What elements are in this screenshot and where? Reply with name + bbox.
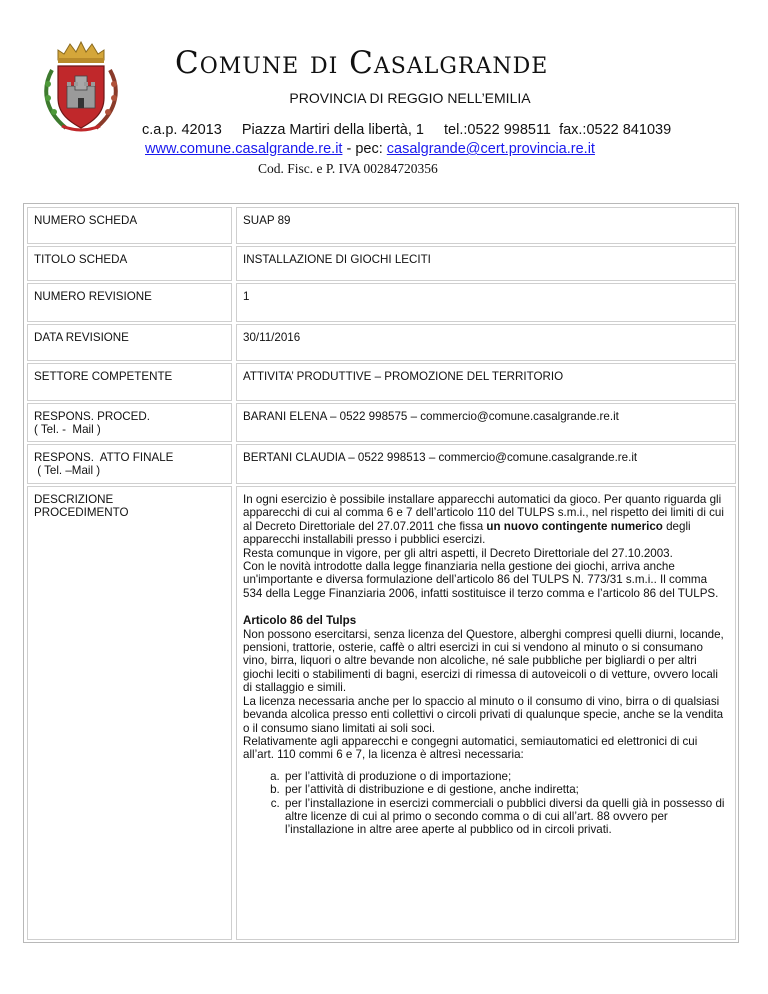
address: Piazza Martiri della libertà, 1: [241, 122, 424, 138]
row-settore-competente: [24, 363, 738, 401]
row-descrizione-procedimento: [24, 486, 738, 940]
row-label-sub: ( Tel. –Mail ): [34, 464, 101, 478]
fiscal-code: Cod. Fisc. e P. IVA 00284720356: [258, 161, 438, 176]
crest-icon: [40, 38, 122, 136]
row-respons-atto-finale: [24, 444, 738, 484]
row-label: SETTORE COMPETENTE: [27, 363, 232, 401]
bold-phrase: un nuovo contingente numerico: [486, 519, 663, 533]
row-data-revisione: [24, 324, 738, 361]
telephone: tel.:0522 998511: [444, 122, 551, 138]
license-list: [243, 770, 725, 837]
description-body: [236, 486, 736, 940]
article-paragraph: La licenza necessaria anche per lo spaccio al minuto o il consumo di vino, birra o di qualsiasi bevanda alcolica presso enti collettivi o circoli privati di qualunque specie, anche se la vendita o il consumo siano limitati ai soli soci.: [243, 694, 724, 735]
article-paragraph: Non possono esercitarsi, senza licenza del Questore, alberghi compresi quelli diurni, locande, pensioni, trattorie, osterie, caffè o altri esercizi in cui si vendono al minuto o si consumano vino, birra, liquori o altre bevande non alcoliche, né sale pubbliche per bigliardi o per altri giochi leciti o stabilimenti di bagni, esercizi di rimessa di autoveicoli o di vetture, ovvero locali di stallaggio e simili.: [243, 627, 724, 695]
list-item: b. per l’attività di distribuzione e di gestione, anche indiretta;: [283, 783, 725, 796]
list-item: c. per l’installazione in esercizi commerciali o pubblici diversi da quelli già in possesso di altre licenze di cui al primo o secondo comma o di cui all’art. 88 ovvero per l’installazione in altre aree aperte al pubblico od in circoli privati.: [283, 797, 725, 837]
row-numero-revisione: [24, 283, 738, 322]
row-value: 1: [236, 283, 736, 322]
description-paragraph: Con le novità introdotte dalla legge finanziaria nella gestione dei giochi, arriva anche un'importante e diversa formulazione dell’articolo 86 del TULPS N. 773/31 s.m.i.. Il comma 534 della Legge Finanziaria 2006, infatti sostituisce il terzo comma e l’articolo 86 del TULPS.: [243, 560, 719, 600]
row-label: TITOLO SCHEDA: [27, 246, 232, 281]
row-label: [27, 444, 232, 484]
description-paragraph: Resta comunque in vigore, per gli altri aspetti, il Decreto Direttoriale del 27.10.2003.: [243, 546, 673, 560]
fax: fax.:0522 841039: [559, 122, 672, 138]
text-span: degli apparecchi installabili presso i pubblici esercizi.: [243, 519, 691, 547]
row-label: NUMERO REVISIONE: [27, 283, 232, 322]
row-label-sub: ( Tel. - Mail ): [34, 423, 101, 437]
row-numero-scheda: [24, 207, 738, 244]
row-value: SUAP 89: [236, 207, 736, 244]
article-paragraph: Relativamente agli apparecchi e congegni automatici, semiautomatici ed elettronici di cui all’art. 110 commi 6 e 7, la licenza è altresì necessaria:: [243, 734, 698, 762]
row-value: INSTALLAZIONE DI GIOCHI LECITI: [236, 246, 736, 281]
row-respons-proced: [24, 403, 738, 442]
website-link[interactable]: www.comune.casalgrande.re.it: [145, 141, 343, 157]
article-heading: [243, 614, 725, 627]
row-label-main: RESPONS. ATTO FINALE: [34, 451, 174, 464]
procedure-sheet-table: [23, 203, 739, 943]
row-value: BERTANI CLAUDIA – 0522 998513 – commercio@comune.casalgrande.re.it: [236, 444, 736, 484]
web-line: [145, 141, 595, 157]
municipality-title: Comune di Casalgrande: [175, 45, 549, 81]
contact-line: [142, 122, 671, 138]
province-name: PROVINCIA DI REGGIO NELL’EMILIA: [289, 90, 531, 106]
row-value: ATTIVITA’ PRODUTTIVE – PROMOZIONE DEL TERRITORIO: [236, 363, 736, 401]
list-item: a. per l’attività di produzione o di importazione;: [283, 770, 725, 783]
description-paragraph: [243, 493, 725, 547]
row-value: 30/11/2016: [236, 324, 736, 361]
article-heading-text: Articolo 86 del Tulps: [243, 614, 357, 628]
pec-link[interactable]: casalgrande@cert.provincia.re.it: [386, 141, 595, 157]
row-label-main: DESCRIZIONE: [34, 493, 114, 506]
row-value: BARANI ELENA – 0522 998575 – commercio@comune.casalgrande.re.it: [236, 403, 736, 442]
row-label-sub: PROCEDIMENTO: [34, 506, 129, 520]
row-label: [27, 403, 232, 442]
row-titolo-scheda: [24, 246, 738, 281]
row-label: [27, 486, 232, 940]
row-label: NUMERO SCHEDA: [27, 207, 232, 244]
text-span: In ogni esercizio è possibile installare apparecchi automatici da gioco. Per quanto riguarda gli apparecchi di cui al comma 6 e 7 dell’articolo 110 del TULPS s.m.i., nel rispetto dei limiti di cui al Decreto Direttoriale del 27.07.2011 che fissa: [243, 493, 724, 533]
row-label: DATA REVISIONE: [27, 324, 232, 361]
pec-label: - pec:: [342, 141, 387, 157]
row-label-main: RESPONS. PROCED.: [34, 410, 150, 423]
postal-code: c.a.p. 42013: [142, 122, 222, 138]
